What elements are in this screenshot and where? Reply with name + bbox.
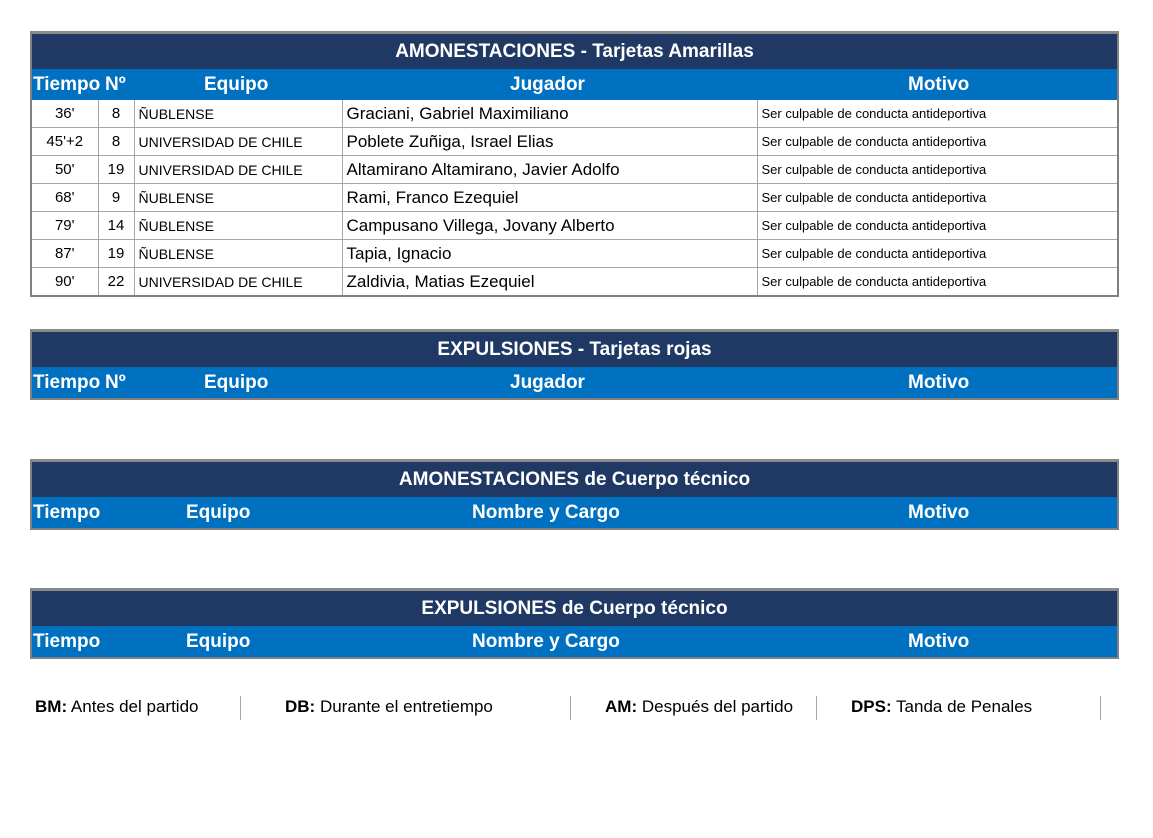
header-reason: Motivo: [908, 74, 970, 95]
cell-time: 45'+2: [32, 128, 98, 156]
cell-number: 9: [98, 184, 134, 212]
cell-team: ÑUBLENSE: [134, 240, 342, 268]
cell-time: 36': [32, 100, 98, 128]
cell-reason: Ser culpable de conducta antideportiva: [757, 100, 1117, 128]
cell-number: 19: [98, 156, 134, 184]
header-team: Equipo: [204, 372, 269, 393]
legend-item-dps: [851, 697, 1032, 717]
yellow-cards-title: AMONESTACIONES - Tarjetas Amarillas: [32, 34, 1117, 69]
staff-red-section: [30, 588, 1119, 659]
cell-time: 68': [32, 184, 98, 212]
cell-team: UNIVERSIDAD DE CHILE: [134, 128, 342, 156]
legend-text: Después del partido: [641, 697, 794, 716]
legend-item-db: [285, 697, 493, 717]
header-team: Equipo: [186, 631, 251, 652]
cell-team: UNIVERSIDAD DE CHILE: [134, 156, 342, 184]
table-row: [32, 128, 1117, 156]
legend-code: AM:: [605, 697, 638, 716]
legend-text: Durante el entretiempo: [319, 697, 493, 716]
cell-time: 50': [32, 156, 98, 184]
header-time: Tiempo: [33, 631, 101, 652]
legend-text: Antes del partido: [70, 697, 199, 716]
header-time: Tiempo: [33, 372, 101, 393]
cell-player: Tapia, Ignacio: [342, 240, 757, 268]
cell-number: 22: [98, 268, 134, 296]
yellow-cards-section: [30, 31, 1119, 297]
staff-red-title: EXPULSIONES de Cuerpo técnico: [32, 591, 1117, 626]
cell-team: ÑUBLENSE: [134, 184, 342, 212]
cell-reason: Ser culpable de conducta antideportiva: [757, 268, 1117, 296]
cell-player: Altamirano Altamirano, Javier Adolfo: [342, 156, 757, 184]
cell-number: 14: [98, 212, 134, 240]
header-team: Equipo: [204, 74, 269, 95]
table-row: [32, 268, 1117, 296]
table-row: [32, 212, 1117, 240]
header-reason: Motivo: [908, 631, 970, 652]
yellow-cards-table: [32, 100, 1117, 295]
header-reason: Motivo: [908, 372, 970, 393]
cell-time: 79': [32, 212, 98, 240]
header-number: Nº: [105, 372, 126, 393]
table-row: [32, 100, 1117, 128]
cell-player: Campusano Villega, Jovany Alberto: [342, 212, 757, 240]
header-team: Equipo: [186, 502, 251, 523]
yellow-cards-header: [32, 69, 1117, 100]
red-cards-header: [32, 367, 1117, 398]
staff-yellow-header: [32, 497, 1117, 528]
legend-divider: [816, 696, 817, 720]
cell-number: 8: [98, 100, 134, 128]
header-reason: Motivo: [908, 502, 970, 523]
legend-divider: [1100, 696, 1101, 720]
cell-team: ÑUBLENSE: [134, 212, 342, 240]
cell-reason: Ser culpable de conducta antideportiva: [757, 240, 1117, 268]
table-row: [32, 156, 1117, 184]
table-row: [32, 240, 1117, 268]
cell-reason: Ser culpable de conducta antideportiva: [757, 212, 1117, 240]
cell-player: Poblete Zuñiga, Israel Elias: [342, 128, 757, 156]
cell-reason: Ser culpable de conducta antideportiva: [757, 184, 1117, 212]
cell-team: ÑUBLENSE: [134, 100, 342, 128]
header-player: Jugador: [510, 74, 585, 95]
staff-yellow-title: AMONESTACIONES de Cuerpo técnico: [32, 462, 1117, 497]
cell-team: UNIVERSIDAD DE CHILE: [134, 268, 342, 296]
red-cards-title: EXPULSIONES - Tarjetas rojas: [32, 332, 1117, 367]
red-cards-section: [30, 329, 1119, 400]
legend-item-bm: [35, 697, 199, 717]
staff-red-header: [32, 626, 1117, 657]
header-number: Nº: [105, 74, 126, 95]
header-player: Jugador: [510, 372, 585, 393]
cell-time: 87': [32, 240, 98, 268]
cell-number: 19: [98, 240, 134, 268]
cell-reason: Ser culpable de conducta antideportiva: [757, 128, 1117, 156]
cell-player: Rami, Franco Ezequiel: [342, 184, 757, 212]
cell-number: 8: [98, 128, 134, 156]
legend-text: Tanda de Penales: [896, 697, 1033, 716]
header-time: Tiempo: [33, 74, 101, 95]
staff-yellow-section: [30, 459, 1119, 530]
cell-reason: Ser culpable de conducta antideportiva: [757, 156, 1117, 184]
legend-code: DB:: [285, 697, 316, 716]
cell-player: Graciani, Gabriel Maximiliano: [342, 100, 757, 128]
cell-player: Zaldivia, Matias Ezequiel: [342, 268, 757, 296]
legend-code: BM:: [35, 697, 68, 716]
legend: [0, 694, 1153, 722]
legend-divider: [570, 696, 571, 720]
legend-code: DPS:: [851, 697, 892, 716]
header-name: Nombre y Cargo: [472, 631, 620, 652]
table-row: [32, 184, 1117, 212]
legend-divider: [240, 696, 241, 720]
cell-time: 90': [32, 268, 98, 296]
legend-item-am: [605, 697, 793, 717]
header-name: Nombre y Cargo: [472, 502, 620, 523]
header-time: Tiempo: [33, 502, 101, 523]
